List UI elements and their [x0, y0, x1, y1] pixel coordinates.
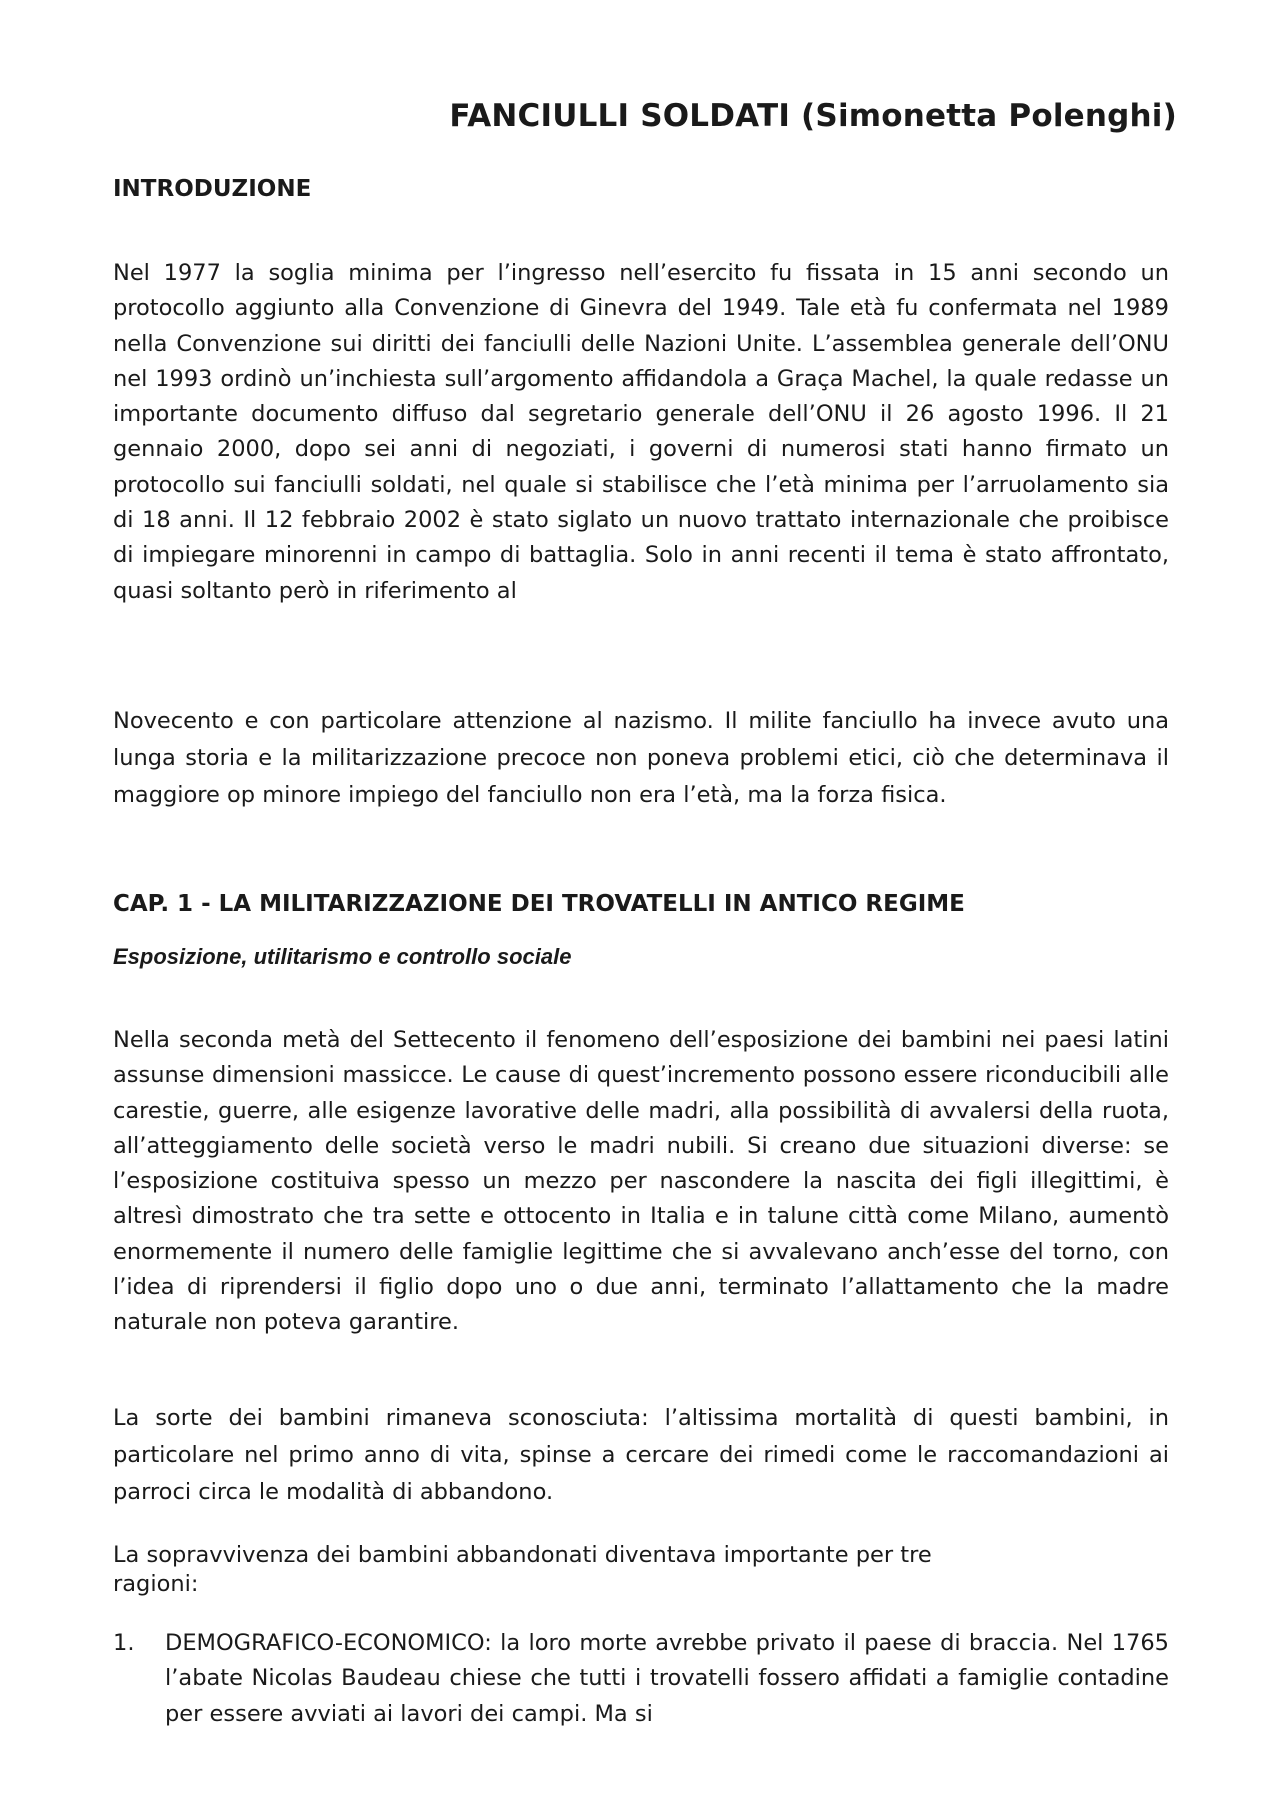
chapter-1-heading: CAP. 1 - LA MILITARIZZAZIONE DEI TROVATELLI IN ANTICO REGIME	[113, 891, 965, 917]
intro-heading: INTRODUZIONE	[113, 176, 312, 202]
chapter-1-paragraph-3: La sopravvivenza dei bambini abbandonati diventava importante per tre ragioni:	[113, 1542, 932, 1597]
intro-paragraph-1: Nel 1977 la soglia minima per l’ingresso nell’esercito fu fissata in 15 anni secondo un protocollo aggiunto alla Convenzione di Ginevra del 1949. Tale età fu confermata nel 1989 nella Convenzione sui diritti dei fanciulli delle Nazioni Unite. L’assemblea generale dell’ONU nel 1993 ordinò un’inchiesta sull’argomento affidandola a Graça Machel, la quale redasse un importante documento diffuso dal segretario generale dell’ONU il 26 agosto 1996. Il 21 gennaio 2000, dopo sei anni di negoziati, i governi di numerosi stati hanno firmato un protocollo sui fanciulli soldati, nel quale si stabilisce che l’età minima per l’arruolamento sia di 18 anni. Il 12 febbraio 2002 è stato siglato un nuovo trattato internazionale che proibisce di impiegare minorenni in campo di battaglia. Solo in anni recenti il tema è stato affrontato, quasi soltanto però in riferimento al	[113, 260, 1169, 604]
chapter-1-subheading: Esposizione, utilitarismo e controllo sociale	[113, 944, 572, 969]
list-item-text: DEMOGRAFICO-ECONOMICO: la loro morte avrebbe privato il paese di braccia. Nel 1765 l’abate Nicolas Baudeau chiese che tutti i trovatelli fossero affidati a famiglie contadine per essere avviati ai lavori dei campi. Ma si	[165, 1630, 1169, 1727]
chapter-1-paragraph-2: La sorte dei bambini rimaneva sconosciuta: l’altissima mortalità di questi bambini, in particolare nel primo anno di vita, spinse a cercare dei rimedi come le raccomandazioni ai parroci circa le modalità di abbandono.	[113, 1405, 1169, 1505]
document-title: FANCIULLI SOLDATI (Simonetta Polenghi)	[449, 98, 1177, 134]
list-item	[113, 1626, 1169, 1732]
intro-paragraph-2: Novecento e con particolare attenzione al nazismo. Il milite fanciullo ha invece avuto una lunga storia e la militarizzazione precoce non poneva problemi etici, ciò che determinava il maggiore op minore impiego del fanciullo non era l’età, ma la forza fisica.	[113, 708, 1169, 808]
list-item-number: 1.	[113, 1630, 135, 1656]
chapter-1-paragraph-1: Nella seconda metà del Settecento il fenomeno dell’esposizione dei bambini nei paesi latini assunse dimensioni massicce. Le cause di quest’incremento possono essere riconducibili alle carestie, guerre, alle esigenze lavorative delle madri, alla possibilità di avvalersi della ruota, all’atteggiamento delle società verso le madri nubili. Si creano due situazioni diverse: se l’esposizione costituiva spesso un mezzo per nascondere la nascita dei figli illegittimi, è altresì dimostrato che tra sette e ottocento in Italia e in talune città come Milano, aumentò enormemente il numero delle famiglie legittime che si avvalevano anch’esse del torno, con l’idea di riprendersi il figlio dopo uno o due anni, terminato l’allattamento che la madre naturale non poteva garantire.	[113, 1027, 1169, 1336]
